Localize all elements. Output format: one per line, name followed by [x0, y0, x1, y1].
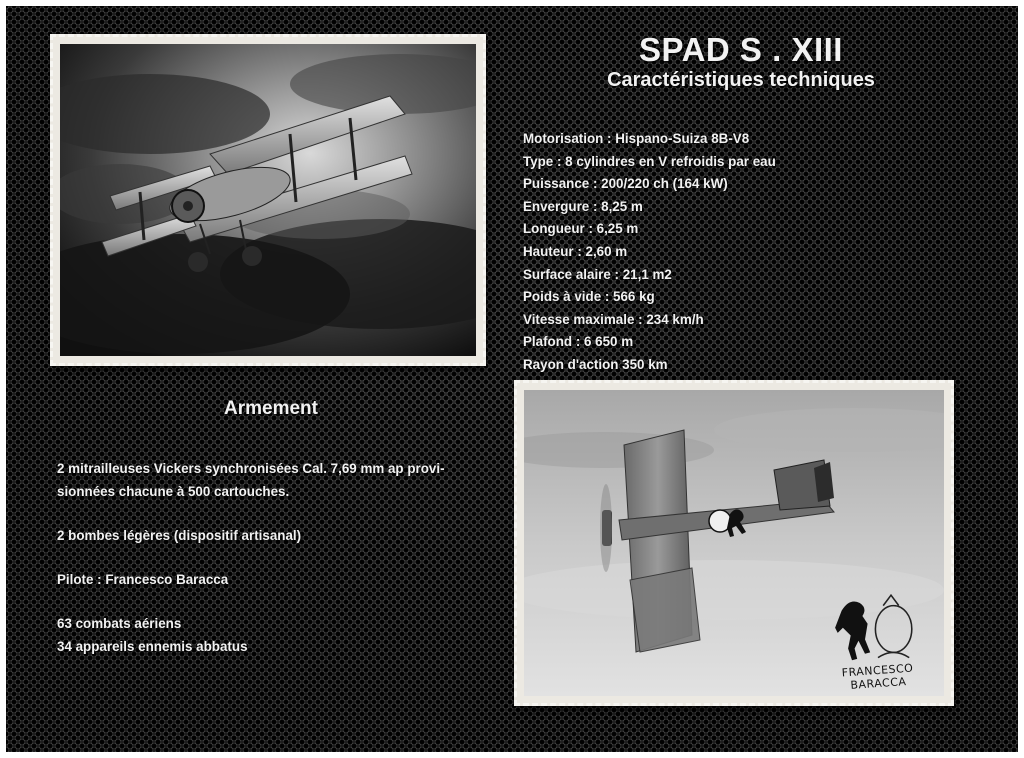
signature-text: FRANCESCO BARACCA	[841, 661, 914, 692]
specs-list	[523, 128, 963, 377]
armament-line: 2 mitrailleuses Vickers synchronisées Cal. 7,69 mm ap provi-	[57, 461, 445, 476]
spec-ceiling: Plafond : 6 650 m	[523, 334, 634, 350]
page-title: SPAD S . XIII	[639, 31, 843, 68]
spec-wing-area: Surface alaire : 21,1 m2	[523, 266, 672, 282]
spec-type: Type : 8 cylindres en V refroidis par eau	[523, 153, 776, 169]
armament-line: sionnées chacune à 500 cartouches.	[57, 484, 290, 499]
poster-background	[6, 6, 1018, 752]
stormy-sky-biplane-image	[60, 44, 476, 356]
spec-height: Hauteur : 2,60 m	[523, 243, 628, 259]
combat-line: 63 combats aériens	[57, 616, 182, 631]
spec-wingspan: Envergure : 8,25 m	[523, 198, 643, 214]
spec-engine: Motorisation : Hispano-Suiza 8B-V8	[523, 131, 750, 146]
armament-line: 2 bombes légères (dispositif artisanal)	[57, 528, 302, 543]
armament-heading: Armement	[224, 398, 318, 419]
pilot-signature	[826, 577, 930, 690]
spec-range: Rayon d'action 350 km	[523, 356, 668, 372]
spec-max-speed: Vitesse maximale : 234 km/h	[523, 311, 704, 327]
victories-line: 34 appareils ennemis abbatus	[57, 639, 248, 654]
spec-power: Puissance : 200/220 ch (164 kW)	[523, 176, 728, 192]
spec-length: Longueur : 6,25 m	[523, 221, 639, 237]
spad-photo	[514, 380, 954, 706]
armament-text	[57, 457, 477, 658]
biplane-photo	[50, 34, 486, 366]
page-subtitle: Caractéristiques techniques	[607, 69, 875, 91]
pilot-line: Pilote : Francesco Baracca	[57, 572, 229, 587]
spec-empty-weight: Poids à vide : 566 kg	[523, 289, 655, 305]
prancing-horse-icon	[826, 577, 930, 668]
